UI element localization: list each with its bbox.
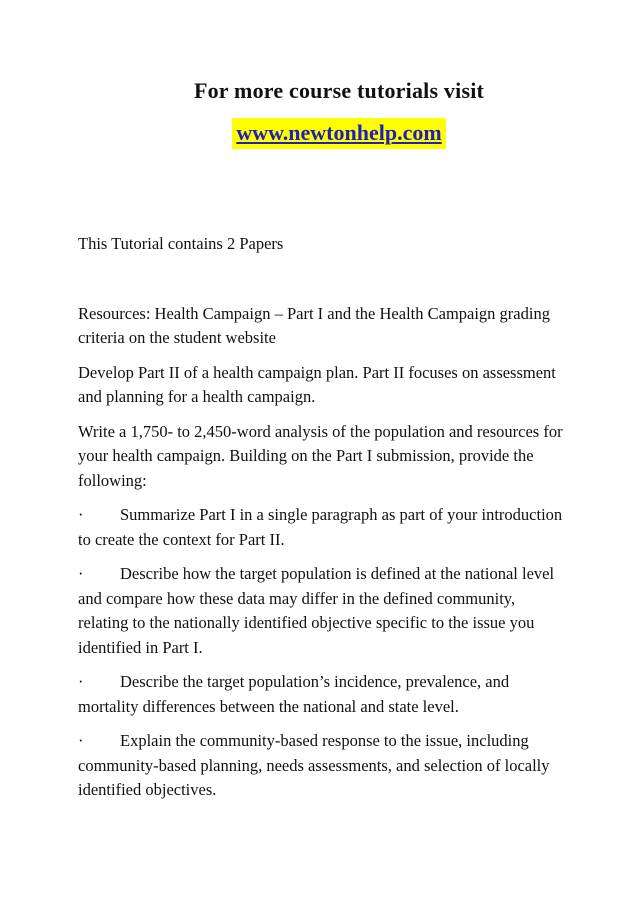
bullet-marker: · [78,505,84,524]
tutorial-site-link[interactable]: www.newtonhelp.com [232,118,445,149]
bullet-marker: · [78,731,84,750]
link-container [0,118,638,149]
bullet-text: Summarize Part I in a single paragraph as part of your introduction to create the context for Part II. [78,505,563,549]
bullet-item [78,729,568,803]
bullet-text: Describe how the target population is defined at the national level and compare how these data may differ in the defined community, relating to the nationally identified objective specific to the issue you identified in Part I. [78,564,555,657]
bullet-text: Explain the community-based response to the issue, including community-based planning, needs assessments, and selection of locally identified objectives. [78,731,550,799]
bullet-item [78,503,568,552]
write-paragraph: Write a 1,750- to 2,450-word analysis of the population and resources for your health campaign. Building on the Part I submission, provide the following: [78,421,563,490]
page-heading: For more course tutorials visit [193,78,485,103]
bullet-item [78,562,568,660]
intro-text: This Tutorial contains 2 Papers [78,234,284,253]
bullet-marker: · [78,672,84,691]
resources-paragraph: Resources: Health Campaign – Part I and the Health Campaign grading criteria on the student website [78,303,550,347]
bullet-text: Describe the target population’s incidence, prevalence, and mortality differences between the national and state level. [78,672,510,716]
document-body [78,232,568,813]
develop-paragraph: Develop Part II of a health campaign plan. Part II focuses on assessment and planning for a health campaign. [78,362,556,406]
bullet-marker: · [78,564,84,583]
bullet-item [78,670,568,719]
